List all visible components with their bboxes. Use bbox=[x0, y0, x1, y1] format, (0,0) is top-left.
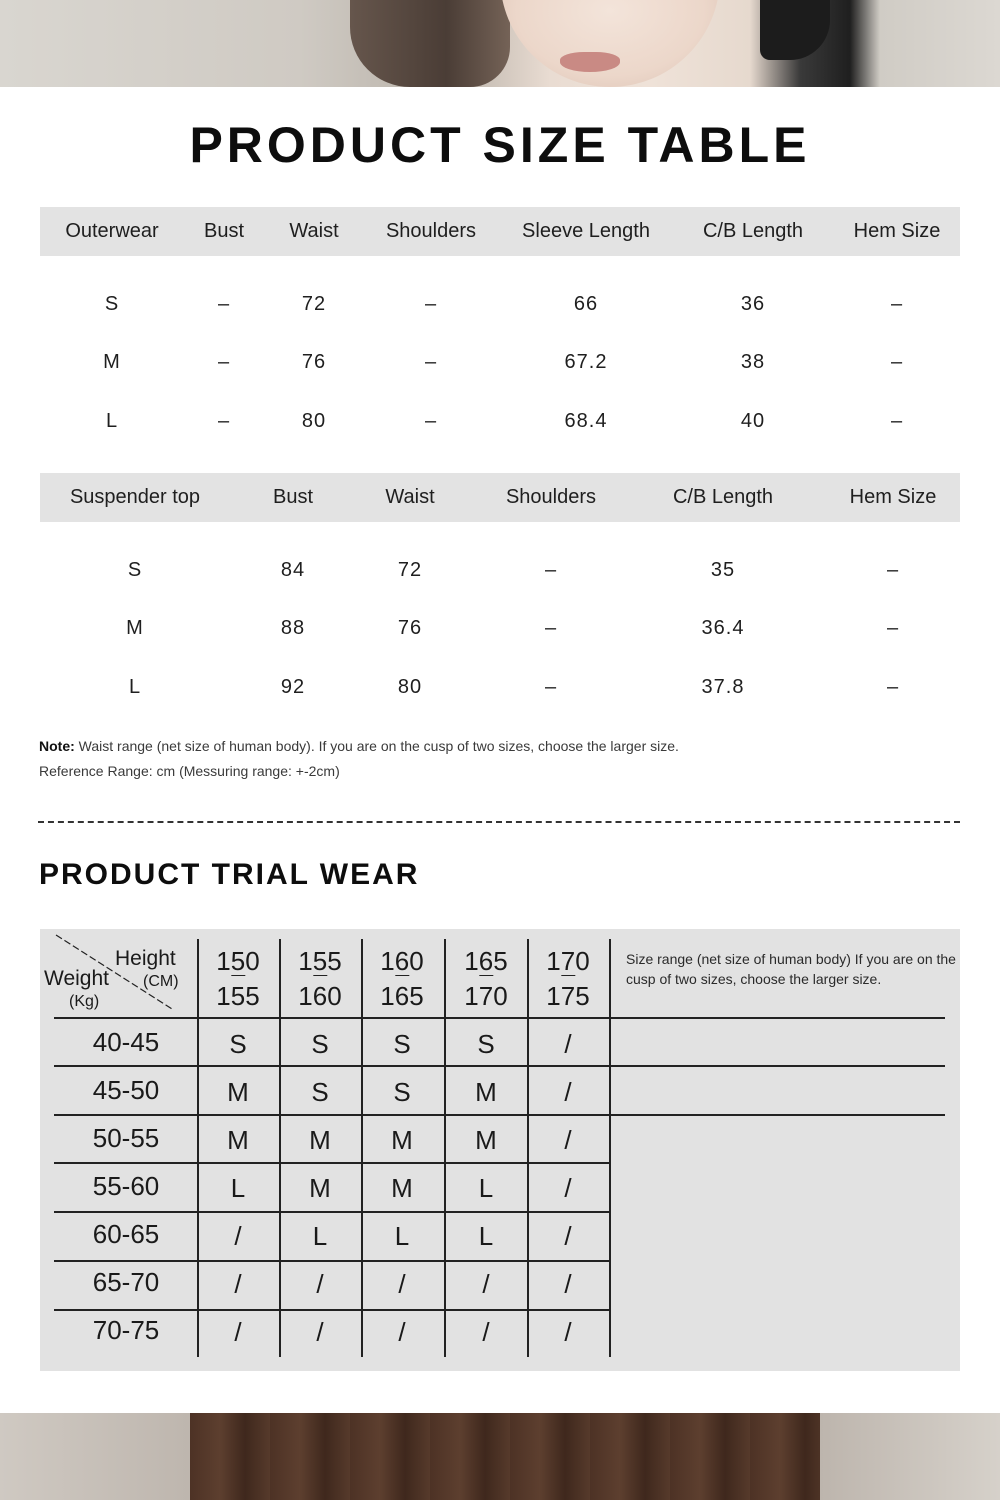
height-range-header bbox=[546, 943, 589, 1015]
note-label: Note: bbox=[39, 738, 75, 754]
outerwear-cell: 80 bbox=[301, 410, 327, 432]
suspender-cell: 88 bbox=[280, 617, 306, 639]
height-to: 155 bbox=[216, 981, 260, 1011]
size-note bbox=[39, 738, 679, 754]
outerwear-cell: – bbox=[424, 293, 438, 315]
suspender-cell: 37.8 bbox=[701, 676, 745, 698]
size-recommendation: / bbox=[316, 1269, 324, 1299]
suspender-cell: L bbox=[128, 676, 142, 698]
size-recommendation: L bbox=[478, 1173, 494, 1203]
reference-range: Reference Range: cm (Messuring range: +-2cm) bbox=[39, 763, 340, 779]
outerwear-cell: – bbox=[890, 293, 904, 315]
suspender-header-2: Waist bbox=[385, 486, 435, 508]
grid-horizontal-line bbox=[54, 1017, 945, 1019]
height-to: 175 bbox=[546, 981, 590, 1011]
outerwear-cell: 36 bbox=[740, 293, 766, 315]
corner-kg-label: (Kg) bbox=[69, 993, 100, 1010]
size-recommendation: / bbox=[564, 1029, 572, 1059]
height-range-header bbox=[380, 943, 423, 1015]
size-recommendation: / bbox=[398, 1317, 406, 1347]
outerwear-header-5: C/B Length bbox=[702, 220, 804, 242]
size-recommendation: / bbox=[564, 1317, 572, 1347]
suspender-cell: 76 bbox=[397, 617, 423, 639]
outerwear-cell: – bbox=[217, 351, 231, 373]
corner-weight-label: Weight bbox=[44, 967, 109, 990]
grid-horizontal-line bbox=[54, 1114, 945, 1116]
height-from: 155 bbox=[298, 946, 342, 976]
suspender-header-5: Hem Size bbox=[849, 486, 937, 508]
outerwear-cell: 66 bbox=[573, 293, 599, 315]
size-recommendation: / bbox=[234, 1317, 242, 1347]
section-divider bbox=[38, 821, 960, 823]
suspender-cell: 72 bbox=[397, 559, 423, 581]
height-from: 165 bbox=[464, 946, 508, 976]
outerwear-header-3: Shoulders bbox=[385, 220, 477, 242]
size-recommendation: M bbox=[227, 1125, 249, 1155]
outerwear-cell: – bbox=[424, 351, 438, 373]
suspender-cell: S bbox=[127, 559, 143, 581]
size-recommendation: M bbox=[309, 1125, 331, 1155]
height-from: 160 bbox=[380, 946, 424, 976]
suspender-cell: 84 bbox=[280, 559, 306, 581]
size-recommendation: / bbox=[234, 1221, 242, 1251]
height-range-header bbox=[464, 943, 507, 1015]
suspender-header-0: Suspender top bbox=[69, 486, 201, 508]
height-to: 165 bbox=[380, 981, 424, 1011]
outerwear-header-6: Hem Size bbox=[853, 220, 941, 242]
suspender-cell: – bbox=[544, 676, 558, 698]
suspender-cell: M bbox=[126, 617, 144, 639]
outerwear-cell: – bbox=[217, 293, 231, 315]
size-recommendation: M bbox=[309, 1173, 331, 1203]
trial-wear-table bbox=[40, 929, 960, 1371]
grid-vertical-line bbox=[361, 939, 363, 1357]
suspender-cell: – bbox=[886, 676, 900, 698]
outerwear-cell: – bbox=[890, 410, 904, 432]
size-recommendation: / bbox=[564, 1173, 572, 1203]
size-recommendation: L bbox=[230, 1173, 246, 1203]
size-recommendation: M bbox=[475, 1125, 497, 1155]
model-photo-bottom bbox=[0, 1413, 1000, 1500]
size-recommendation: L bbox=[312, 1221, 328, 1251]
corner-cm-label: (CM) bbox=[143, 973, 179, 990]
suspender-cell: 80 bbox=[397, 676, 423, 698]
outerwear-cell: – bbox=[217, 410, 231, 432]
weight-range-label: 45-50 bbox=[92, 1075, 160, 1105]
grid-vertical-line bbox=[279, 939, 281, 1357]
outerwear-cell: 40 bbox=[740, 410, 766, 432]
height-range-separator bbox=[479, 975, 493, 976]
grid-horizontal-line bbox=[54, 1211, 609, 1213]
trial-note: Size range (net size of human body) If you are on the cusp of two sizes, choose the larger size. bbox=[626, 951, 956, 987]
size-recommendation: / bbox=[564, 1077, 572, 1107]
weight-range-label: 65-70 bbox=[92, 1267, 160, 1297]
size-recommendation: / bbox=[564, 1269, 572, 1299]
suspender-header-4: C/B Length bbox=[672, 486, 774, 508]
size-recommendation: / bbox=[482, 1269, 490, 1299]
size-recommendation: M bbox=[475, 1077, 497, 1107]
grid-vertical-line bbox=[609, 939, 611, 1357]
suspender-header-3: Shoulders bbox=[505, 486, 597, 508]
size-recommendation: / bbox=[398, 1269, 406, 1299]
height-range-header bbox=[298, 943, 341, 1015]
outerwear-cell: – bbox=[424, 410, 438, 432]
height-to: 170 bbox=[464, 981, 508, 1011]
weight-range-label: 60-65 bbox=[92, 1219, 160, 1249]
outerwear-header-4: Sleeve Length bbox=[522, 220, 650, 242]
height-range-separator bbox=[313, 975, 327, 976]
trial-wear-title: PRODUCT TRIAL WEAR bbox=[39, 858, 420, 891]
outerwear-cell: – bbox=[890, 351, 904, 373]
suspender-cell: – bbox=[544, 617, 558, 639]
grid-vertical-line bbox=[444, 939, 446, 1357]
height-range-separator bbox=[395, 975, 409, 976]
grid-horizontal-line bbox=[54, 1065, 945, 1067]
size-recommendation: M bbox=[227, 1077, 249, 1107]
height-range-separator bbox=[231, 975, 245, 976]
weight-range-label: 70-75 bbox=[92, 1315, 160, 1345]
outerwear-cell: S bbox=[104, 293, 120, 315]
weight-range-label: 40-45 bbox=[92, 1027, 160, 1057]
grid-horizontal-line bbox=[54, 1260, 609, 1262]
size-recommendation: L bbox=[478, 1221, 494, 1251]
model-photo-top bbox=[0, 0, 1000, 87]
outerwear-header-0: Outerwear bbox=[65, 220, 159, 242]
suspender-cell: 35 bbox=[710, 559, 736, 581]
grid-horizontal-line bbox=[54, 1162, 609, 1164]
height-range-header bbox=[216, 943, 259, 1015]
size-recommendation: M bbox=[391, 1173, 413, 1203]
grid-vertical-line bbox=[197, 939, 199, 1357]
size-recommendation: / bbox=[564, 1125, 572, 1155]
size-recommendation: S bbox=[393, 1077, 411, 1107]
outerwear-table-header bbox=[40, 207, 960, 256]
outerwear-header-1: Bust bbox=[203, 220, 245, 242]
height-from: 150 bbox=[216, 946, 260, 976]
outerwear-cell: M bbox=[103, 351, 121, 373]
corner-height-label: Height bbox=[115, 947, 176, 970]
note-text: Waist range (net size of human body). If you are on the cusp of two sizes, choose the larger size. bbox=[74, 738, 679, 754]
suspender-size-table bbox=[40, 473, 960, 713]
size-recommendation: S bbox=[229, 1029, 247, 1059]
size-recommendation: S bbox=[393, 1029, 411, 1059]
size-recommendation: / bbox=[316, 1317, 324, 1347]
suspender-cell: 92 bbox=[280, 676, 306, 698]
suspender-cell: 36.4 bbox=[701, 617, 745, 639]
size-recommendation: S bbox=[311, 1077, 329, 1107]
outerwear-cell: 67.2 bbox=[564, 351, 608, 373]
suspender-cell: – bbox=[886, 617, 900, 639]
outerwear-header-2: Waist bbox=[289, 220, 339, 242]
outerwear-cell: L bbox=[105, 410, 119, 432]
outerwear-size-table bbox=[40, 207, 960, 447]
outerwear-cell: 72 bbox=[301, 293, 327, 315]
size-recommendation: L bbox=[394, 1221, 410, 1251]
outerwear-cell: 76 bbox=[301, 351, 327, 373]
weight-range-label: 55-60 bbox=[92, 1171, 160, 1201]
size-recommendation: S bbox=[477, 1029, 495, 1059]
outerwear-cell: 68.4 bbox=[564, 410, 608, 432]
grid-horizontal-line bbox=[54, 1309, 609, 1311]
suspender-cell: – bbox=[544, 559, 558, 581]
grid-vertical-line bbox=[527, 939, 529, 1357]
size-recommendation: / bbox=[564, 1221, 572, 1251]
weight-range-label: 50-55 bbox=[92, 1123, 160, 1153]
outerwear-cell: 38 bbox=[740, 351, 766, 373]
size-recommendation: M bbox=[391, 1125, 413, 1155]
size-recommendation: / bbox=[234, 1269, 242, 1299]
size-recommendation: S bbox=[311, 1029, 329, 1059]
suspender-cell: – bbox=[886, 559, 900, 581]
size-recommendation: / bbox=[482, 1317, 490, 1347]
height-from: 170 bbox=[546, 946, 590, 976]
height-to: 160 bbox=[298, 981, 342, 1011]
suspender-header-1: Bust bbox=[272, 486, 314, 508]
page-title: PRODUCT SIZE TABLE bbox=[189, 117, 811, 173]
height-range-separator bbox=[561, 975, 575, 976]
